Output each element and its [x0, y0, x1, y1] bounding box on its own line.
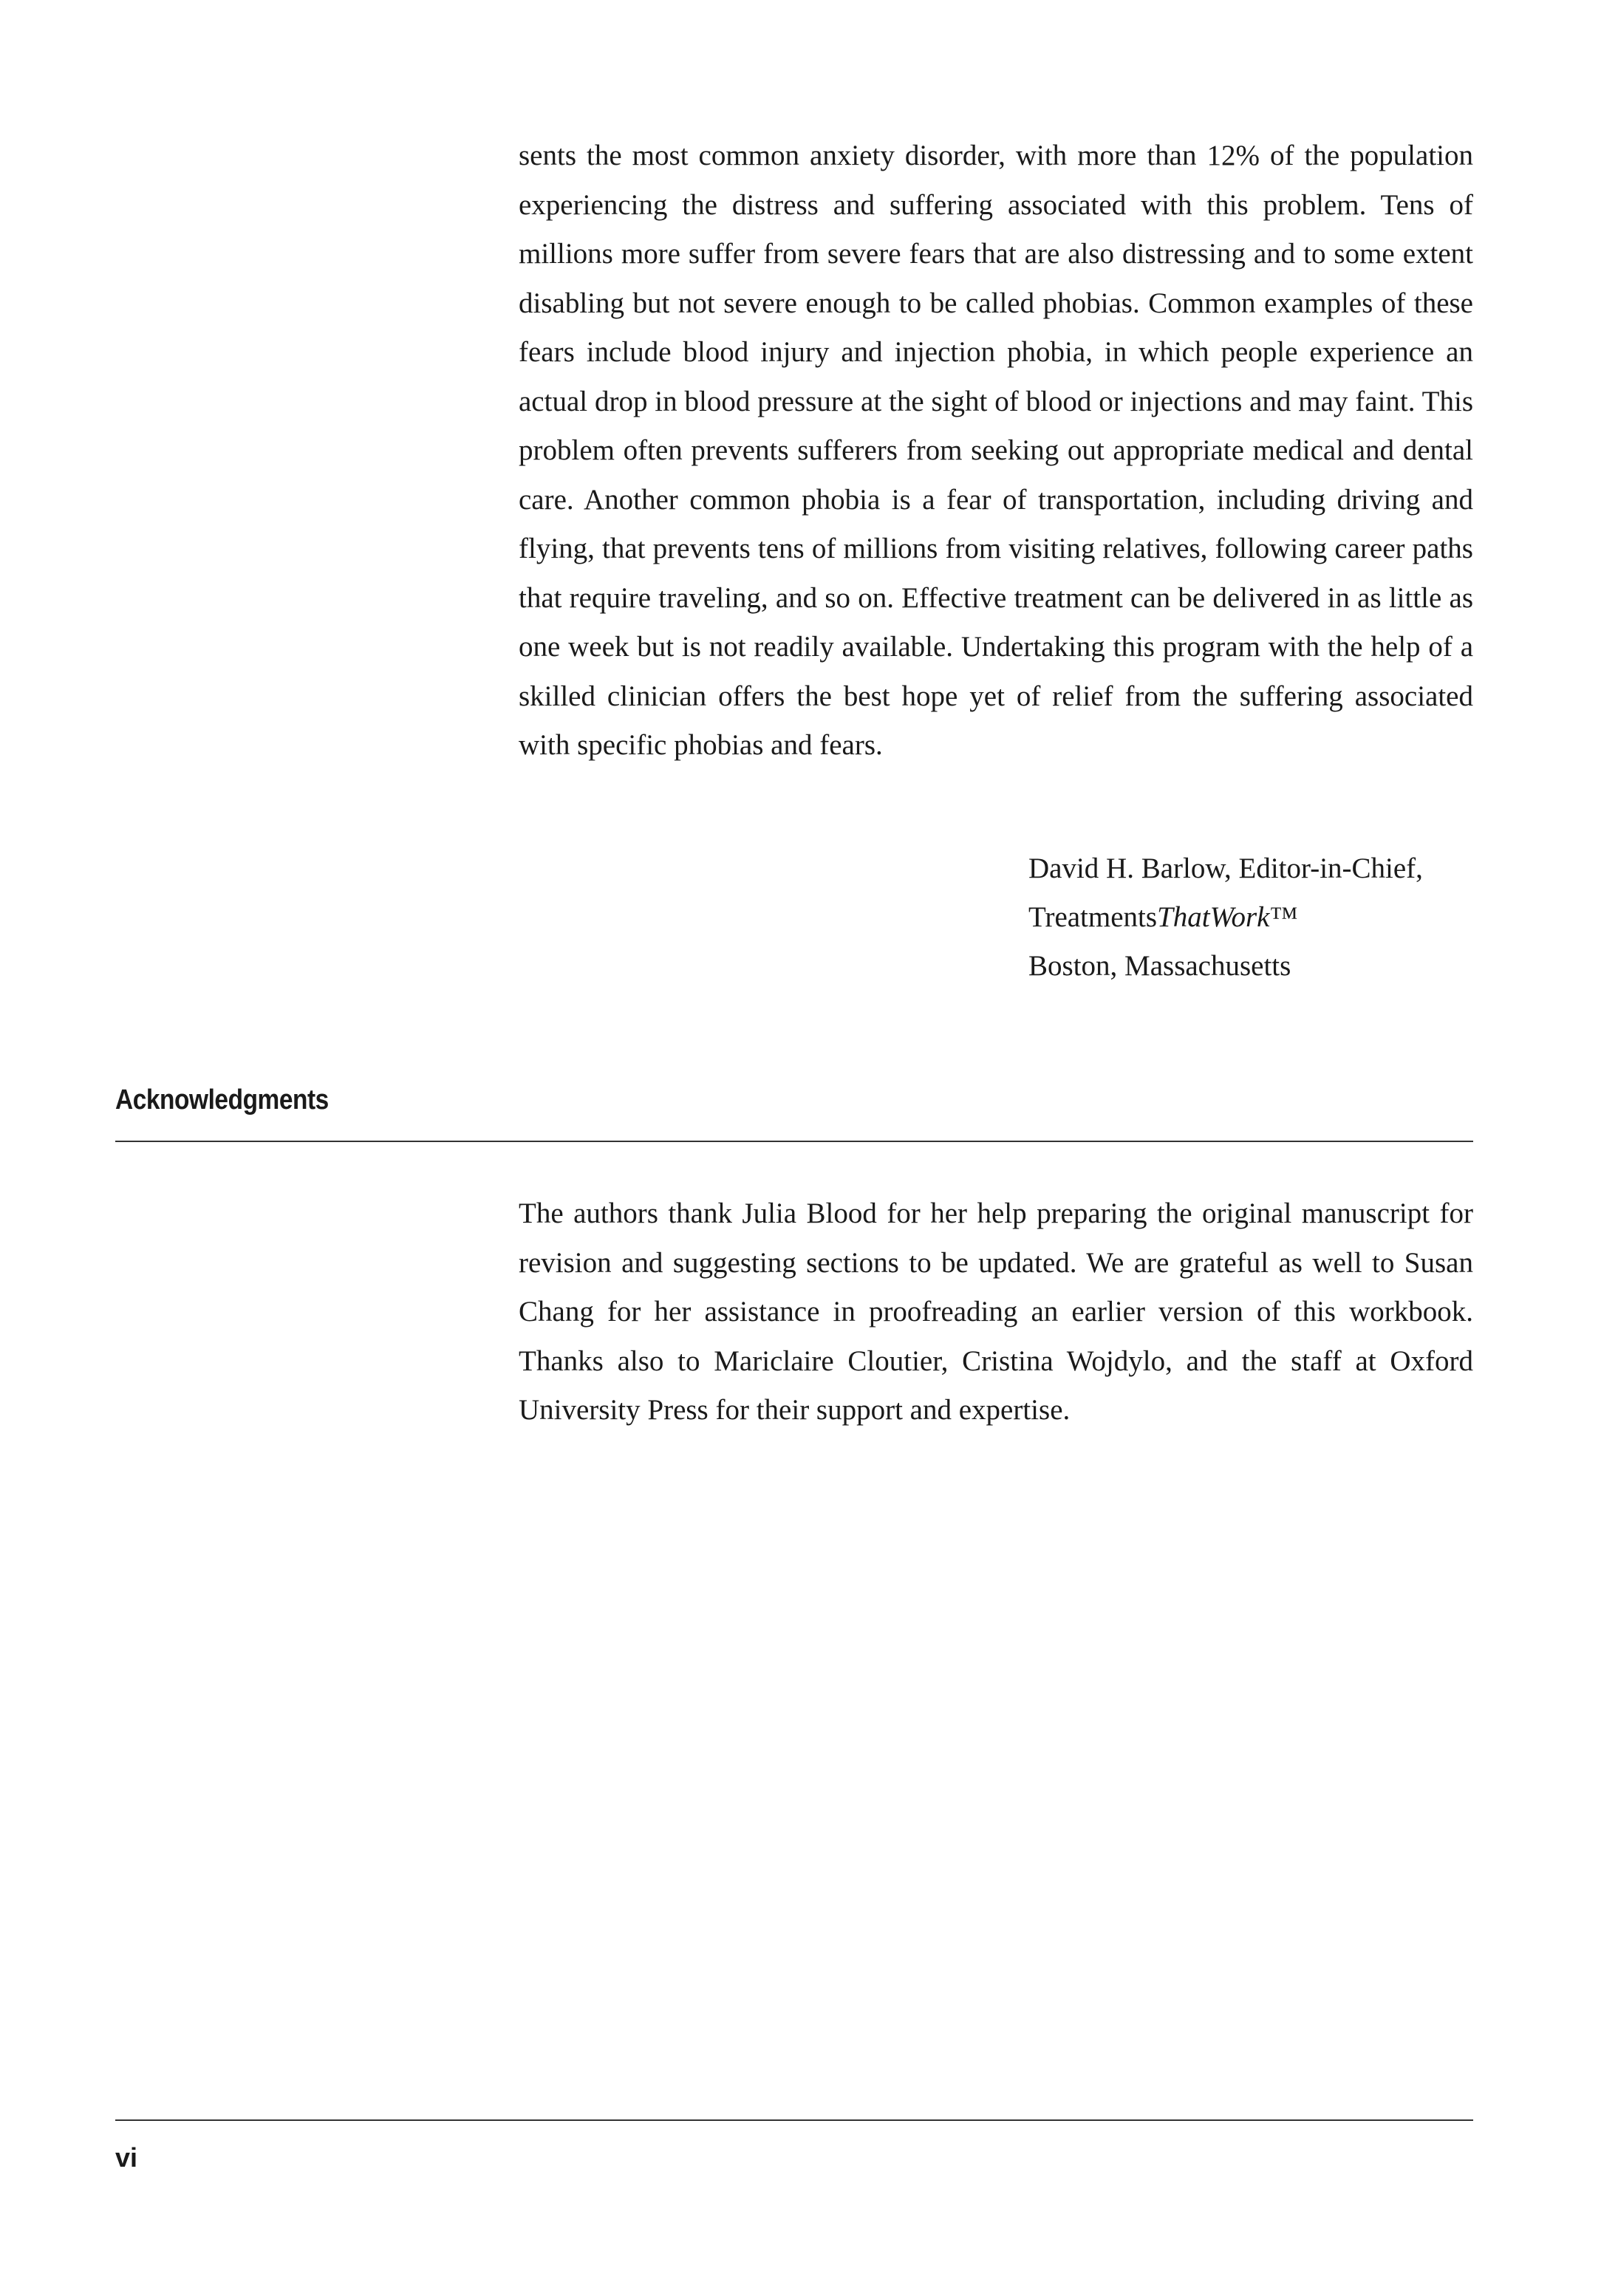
- signature-series-line: [1028, 893, 1423, 942]
- page-number: vi: [115, 2142, 138, 2173]
- foreword-paragraph: sents the most common anxiety disorder, with more than 12% of the population experiencing the distress and suffering associated with this problem. Tens of millions more suffer from severe fears that are also distressing and to some extent disabling but not severe enough to be called phobias. Common examples of these fears include blood injury and injection phobia, in which people experience an actual drop in blood pressure at the sight of blood or injections and may faint. This problem often prevents sufferers from seeking out appropriate medical and dental care. Another common phobia is a fear of transportation, including driving and flying, that prevents tens of millions from visiting relatives, following career paths that require traveling, and so on. Effective treatment can be delivered in as little as one week but is not readily available. Undertaking this program with the help of a skilled clinician offers the best hope yet of relief from the suffering associated with specific phobias and fears.: [519, 140, 1473, 761]
- acknowledgments-paragraph: The authors thank Julia Blood for her help preparing the original manuscript for revision and suggesting sections to be updated. We are grateful as well to Susan Chang for her assistance in proofreading an earlier version of this workbook. Thanks also to Mariclaire Cloutier, Cristina Wojdylo, and the staff at Oxford University Press for their support and expertise.: [519, 1197, 1473, 1426]
- foreword-signature: [1028, 844, 1423, 991]
- acknowledgments-heading: Acknowledgments: [115, 1084, 329, 1115]
- signature-name-line: David H. Barlow, Editor-in-Chief,: [1028, 853, 1423, 884]
- heading-divider: [115, 1141, 1473, 1142]
- signature-location: Boston, Massachusetts: [1028, 950, 1291, 982]
- series-prefix: Treatments: [1028, 901, 1158, 933]
- trademark-mark: ™: [1269, 901, 1298, 933]
- footer-divider: [115, 2119, 1473, 2121]
- series-italic-title: ThatWork: [1157, 901, 1270, 933]
